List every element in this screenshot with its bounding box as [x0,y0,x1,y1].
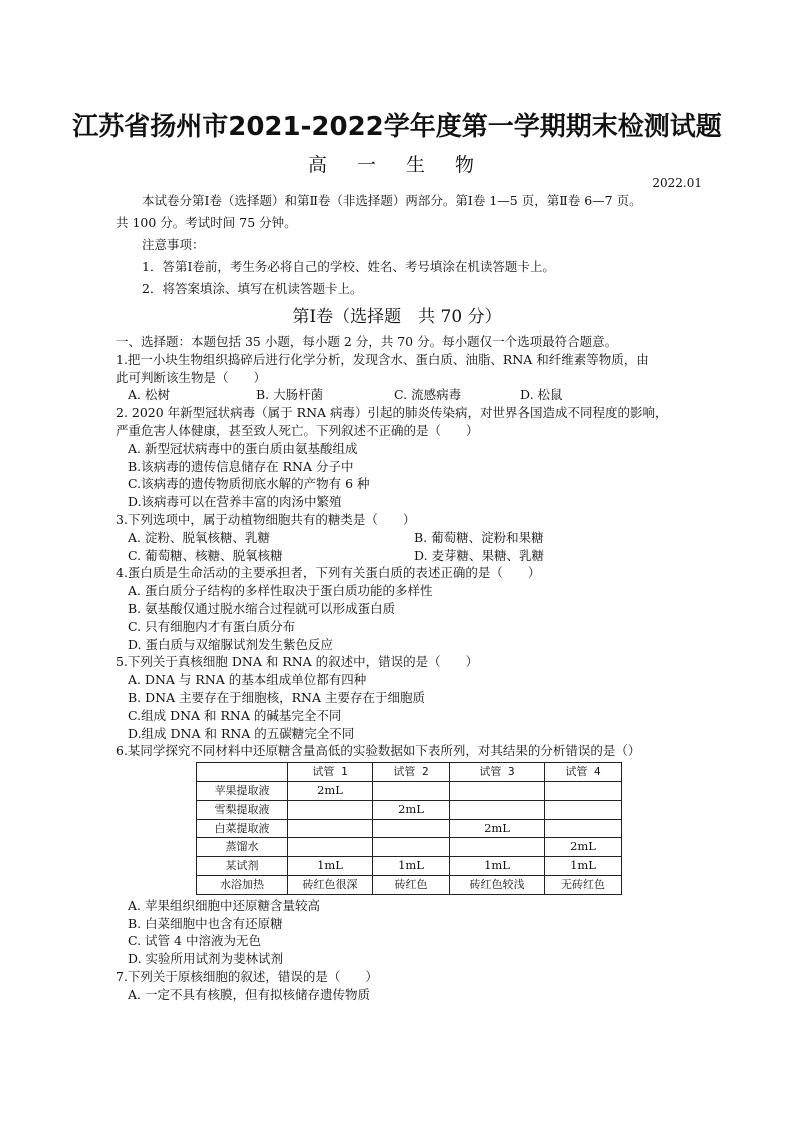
table-cell: 2mL [288,781,373,800]
table-row-label: 苹果提取液 [197,781,288,800]
table-cell [373,781,450,800]
table-row-label: 某试剂 [197,857,288,876]
table-row [197,819,622,838]
table-cell: 2mL [545,838,622,857]
q1-option-a: A. 松树 [128,387,170,403]
q3-options-ab [116,529,716,547]
table-row [197,781,622,800]
table-cell: 砖红色很深 [288,875,373,894]
q1-stem-1: 1.把一小块生物组织捣碎后进行化学分析，发现含水、蛋白质、油脂、RNA 和纤维素等物质，由 [116,351,649,367]
q4-option-d: D. 蛋白质与双缩脲试剂发生紫色反应 [128,636,334,652]
subject-subtitle: 高 一 生 物 [307,154,487,176]
q4-option-a: A. 蛋白质分子结构的多样性取决于蛋白质功能的多样性 [128,583,433,599]
notes-title: 注意事项： [142,237,205,252]
table-cell: 1mL [373,857,450,876]
table-row [197,800,622,819]
table-cell [545,781,622,800]
experiment-table [196,762,622,895]
table-row [197,838,622,857]
q4-option-c: C. 只有细胞内才有蛋白质分布 [128,618,296,634]
table-row-label: 雪梨提取液 [197,800,288,819]
q1-options [116,386,716,404]
table-cell [450,838,545,857]
q1-stem-2: 此可判断该生物是（ ） [116,369,267,385]
q1-option-b: B. 大肠杆菌 [256,387,324,403]
q5-option-d: D.组成 DNA 和 RNA 的五碳糖完全不同 [128,725,355,741]
q1-option-d: D. 松鼠 [520,387,563,403]
table-row [197,875,622,894]
table-header-row [197,763,622,782]
note-2: 2．将答案填涂、填写在机读答题卡上。 [142,281,363,296]
q3-option-a: A. 淀粉、脱氧核糖、乳糖 [128,529,270,545]
intro-line-1: 本试卷分第Ⅰ卷（选择题）和第Ⅱ卷（非选择题）两部分。第Ⅰ卷 1—5 页，第Ⅱ卷 6—7 页。 [142,193,642,208]
q4-option-b: B. 氨基酸仅通过脱水缩合过程就可以形成蛋白质 [128,600,396,616]
q3-option-b: B. 葡萄糖、淀粉和果糖 [414,529,544,545]
table-row [197,857,622,876]
q5-option-b: B. DNA 主要存在于细胞核，RNA 主要存在于细胞质 [128,689,425,705]
table-row-label: 白菜提取液 [197,819,288,838]
q6-option-c: C. 试管 4 中溶液为无色 [128,933,261,949]
q2-stem-1: 2. 2020 年新型冠状病毒（属于 RNA 病毒）引起的肺炎传染病，对世界各国造成不同程度的影响， [116,405,668,421]
section-heading: 第Ⅰ卷（选择题 共 70 分） [292,307,502,327]
table-cell [373,838,450,857]
q5-option-a: A. DNA 与 RNA 的基本组成单位都有四种 [128,672,367,688]
table-header-cell: 试管 2 [373,763,450,782]
table-header-cell: 试管 3 [450,763,545,782]
q2-stem-2: 严重危害人体健康，甚至致人死亡。下列叙述不正确的是（ ） [116,422,479,438]
table-header-cell: 试管 4 [545,763,622,782]
intro-block [116,190,716,300]
exam-date: 2022.01 [652,176,702,190]
q2-option-c: C.该病毒的遗传物质彻底水解的产物有 6 种 [128,476,370,492]
q6-option-b: B. 白菜细胞中也含有还原糖 [128,915,283,931]
q3-stem: 3.下列选项中，属于动植物细胞共有的糖类是（ ） [116,511,416,527]
intro-line-2: 共 100 分。考试时间 75 分钟。 [116,215,297,230]
q5-stem: 5.下列关于真核细胞 DNA 和 RNA 的叙述中，错误的是（ ） [116,654,479,670]
table-cell [545,800,622,819]
instruction: 一、选择题：本题包括 35 小题，每小题 2 分，共 70 分。每小题仅一个选项最符合题意。 [116,334,618,349]
table-header-cell [197,763,288,782]
table-cell: 1mL [545,857,622,876]
note-1: 1．答第Ⅰ卷前，考生务必将自己的学校、姓名、考号填涂在机读答题卡上。 [142,259,555,274]
q2-option-d: D.该病毒可以在营养丰富的肉汤中繁殖 [128,494,342,510]
table-cell [450,781,545,800]
q1-option-c: C. 流感病毒 [394,387,462,403]
table-cell: 砖红色较浅 [450,875,545,894]
table-cell [288,819,373,838]
q6-option-d: D. 实验所用试剂为斐林试剂 [128,951,284,967]
table-cell [450,800,545,819]
table-row-label: 水浴加热 [197,875,288,894]
questions-body [116,333,716,1003]
q5-option-c: C.组成 DNA 和 RNA 的碱基完全不同 [128,707,342,723]
q7-option-a: A. 一定不具有核膜，但有拟核储存遗传物质 [128,986,370,1002]
q4-stem: 4.蛋白质是生命活动的主要承担者，下列有关蛋白质的表述正确的是（ ） [116,565,541,581]
table-cell: 2mL [373,800,450,819]
q3-option-c: C. 葡萄糖、核糖、脱氧核糖 [128,547,283,563]
table-cell [288,800,373,819]
q2-option-b: B.该病毒的遗传信息储存在 RNA 分子中 [128,458,354,474]
table-cell: 2mL [450,819,545,838]
exam-title: 江苏省扬州市2021-2022学年度第一学期期末检测试题 [72,112,722,142]
q3-option-d: D. 麦芽糖、果糖、乳糖 [414,547,545,563]
table-header-cell: 试管 1 [288,763,373,782]
q2-option-a: A. 新型冠状病毒中的蛋白质由氨基酸组成 [128,440,358,456]
q7-stem: 7.下列关于原核细胞的叙述，错误的是（ ） [116,968,378,984]
table-cell: 无砖红色 [545,875,622,894]
table-cell [545,819,622,838]
table-cell: 1mL [288,857,373,876]
q6-option-a: A. 苹果组织细胞中还原糖含量较高 [128,897,320,913]
q6-stem: 6.某同学探究不同材料中还原糖含量高低的实验数据如下表所列，对其结果的分析错误的是（） [116,743,641,759]
table-cell [373,819,450,838]
table-cell [288,838,373,857]
table-cell: 1mL [450,857,545,876]
table-row-label: 蒸馏水 [197,838,288,857]
q3-options-cd [116,547,716,565]
table-cell: 砖红色 [373,875,450,894]
